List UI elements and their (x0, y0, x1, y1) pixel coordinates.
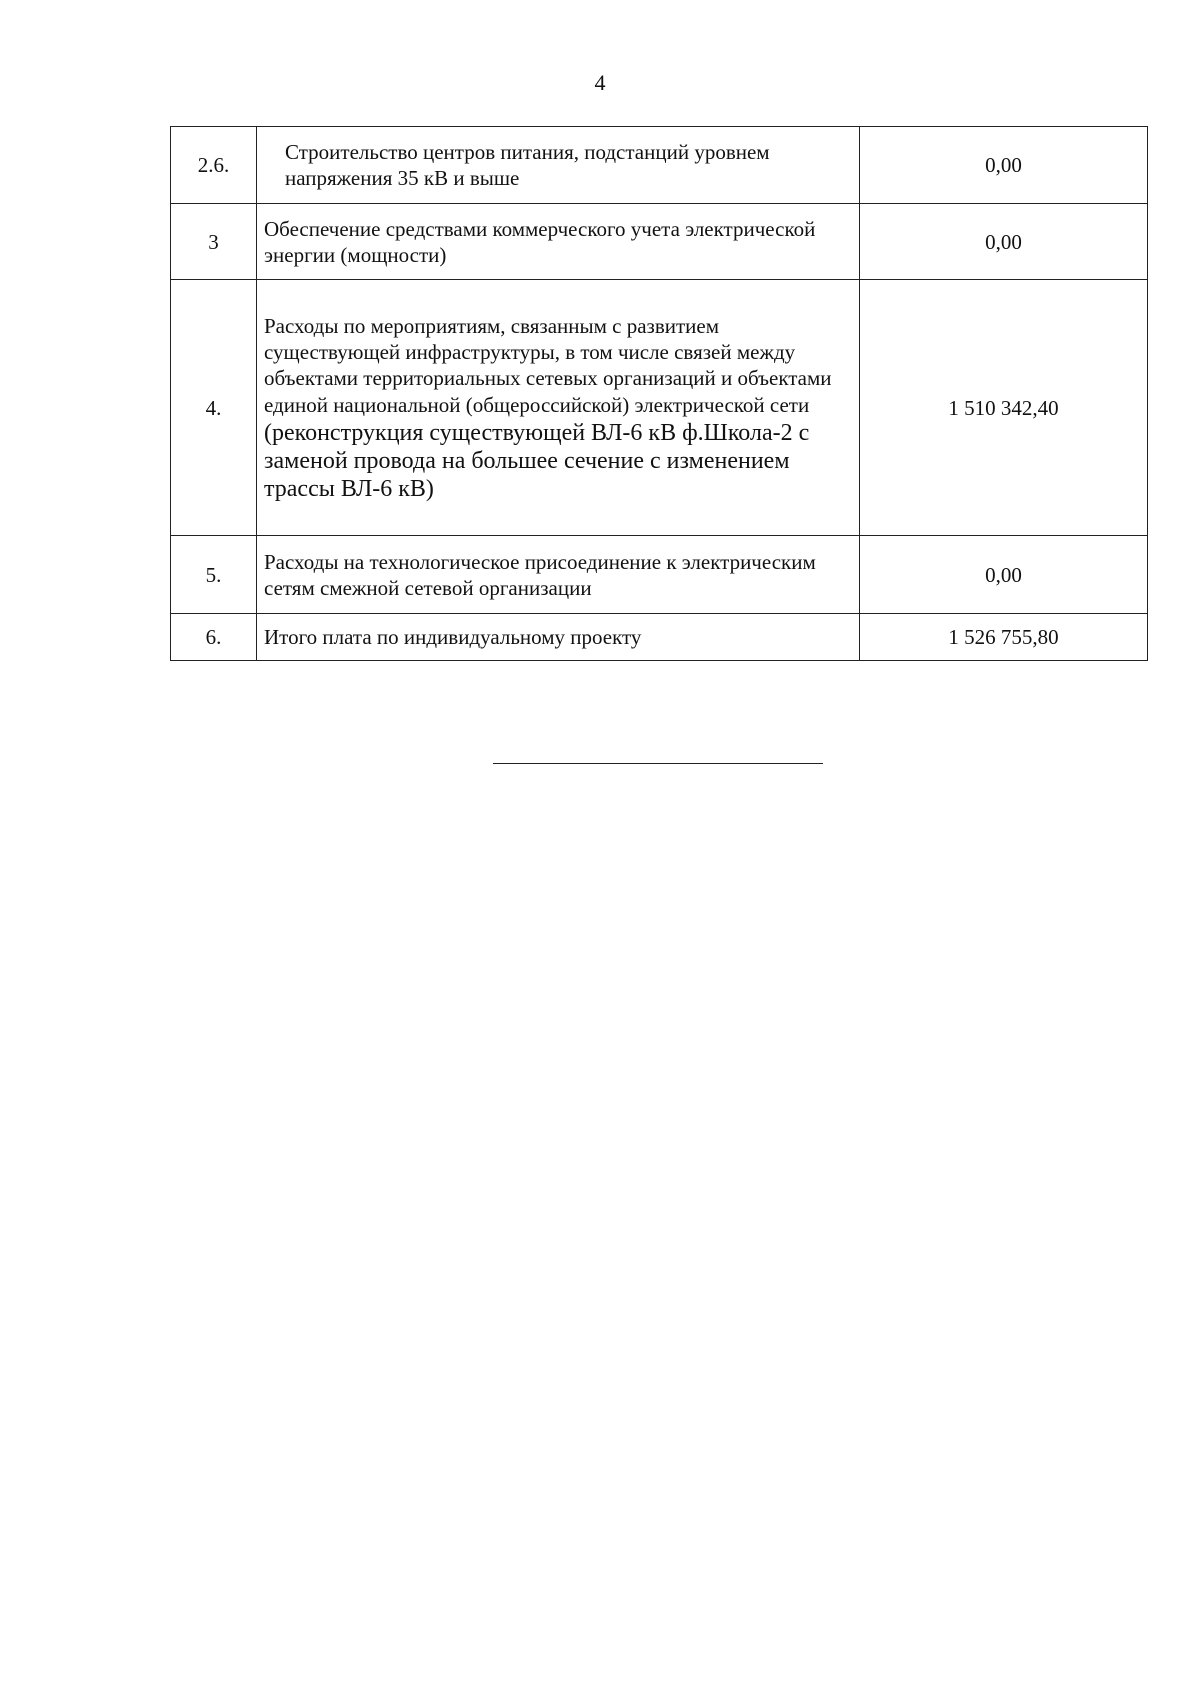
row-description: Итого плата по индивидуальному проекту (257, 614, 860, 661)
row-value: 1 526 755,80 (860, 614, 1148, 661)
row-description-main: Расходы по мероприятиям, связанным с развитием существующей инфраструктуры, в том числе связей между объектами территориальных сетевых организаций и объектами единой национальной (общероссийской) электрической сети (264, 313, 832, 417)
table-row (171, 204, 1148, 280)
row-number: 6. (171, 614, 257, 661)
table-row (171, 614, 1148, 661)
table-row (171, 536, 1148, 614)
cost-table (170, 126, 1148, 661)
row-number: 4. (171, 280, 257, 536)
row-number: 5. (171, 536, 257, 614)
row-value: 0,00 (860, 536, 1148, 614)
row-description: Расходы на технологическое присоединение к электрическим сетям смежной сетевой организации (257, 536, 860, 614)
row-description: Обеспечение средствами коммерческого учета электрической энергии (мощности) (257, 204, 860, 280)
table-row (171, 127, 1148, 204)
row-description-detail: (реконструкция существующей ВЛ-6 кВ ф.Школа-2 с заменой провода на большее сечение с изменением трассы ВЛ-6 кВ) (264, 419, 810, 502)
end-divider-line (493, 763, 823, 764)
row-value: 1 510 342,40 (860, 280, 1148, 536)
row-number: 3 (171, 204, 257, 280)
row-description: Строительство центров питания, подстанций уровнем напряжения 35 кВ и выше (257, 127, 860, 204)
row-value: 0,00 (860, 204, 1148, 280)
row-value: 0,00 (860, 127, 1148, 204)
table-row (171, 280, 1148, 536)
row-description (257, 280, 860, 536)
page-number: 4 (594, 70, 606, 95)
row-number: 2.6. (171, 127, 257, 204)
